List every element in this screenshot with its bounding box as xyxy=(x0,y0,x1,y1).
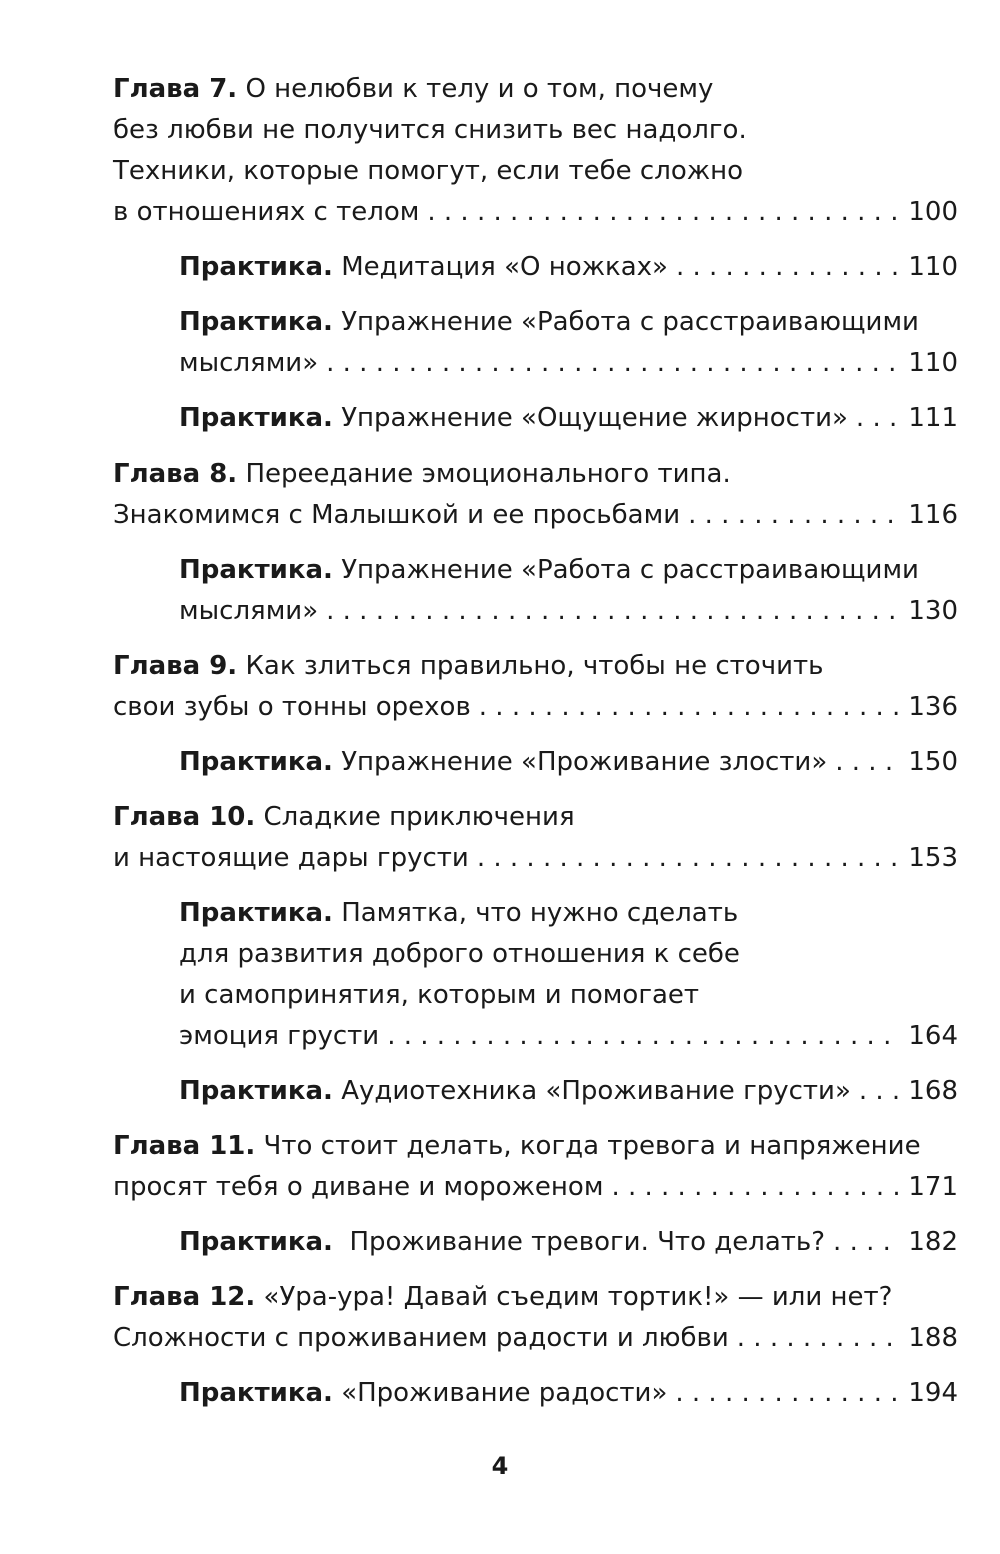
dot-leader xyxy=(859,1071,900,1111)
toc-practice-10a-line-3 xyxy=(179,975,958,1015)
toc-chapter-8-line-2 xyxy=(113,495,958,535)
practice-label: Практика. xyxy=(179,1378,333,1408)
toc-practice-10a-line-2 xyxy=(179,934,958,974)
toc-chapter-11-line-1 xyxy=(113,1126,958,1166)
toc-chapter-9-line-2 xyxy=(113,687,958,727)
chapter-title: Сладкие приключения xyxy=(263,802,575,832)
page-number: 4 xyxy=(491,1452,509,1480)
toc-practice-10a-line-1 xyxy=(179,893,958,933)
toc-page-number: 153 xyxy=(908,843,958,873)
chapter-title: и настоящие дары грусти xyxy=(113,843,469,873)
practice-title: «Проживание радости» xyxy=(341,1378,668,1408)
dot-leader xyxy=(326,343,900,383)
toc-page-number: 136 xyxy=(908,692,958,722)
toc-page-number: 111 xyxy=(908,403,958,433)
chapter-label: Глава 12. xyxy=(113,1282,256,1312)
practice-label: Практика. xyxy=(179,1076,333,1106)
practice-label: Практика. xyxy=(179,252,333,282)
dot-leader xyxy=(326,591,900,631)
chapter-title: свои зубы о тонны орехов xyxy=(113,692,471,722)
toc-page-number: 130 xyxy=(908,596,958,626)
chapter-title: в отношениях с телом xyxy=(113,197,420,227)
dot-leader xyxy=(479,687,901,727)
practice-title: мыслями» xyxy=(179,348,319,378)
toc-practice-7a xyxy=(179,247,958,287)
chapter-label: Глава 7. xyxy=(113,74,238,104)
toc-practice-7c xyxy=(179,398,958,438)
dot-leader xyxy=(835,742,900,782)
practice-label: Практика. xyxy=(179,747,333,777)
toc-practice-10b xyxy=(179,1071,958,1111)
toc-page-number: 110 xyxy=(908,252,958,282)
chapter-label: Глава 8. xyxy=(113,459,238,489)
practice-label: Практика. xyxy=(179,1227,333,1257)
toc-page-number: 116 xyxy=(908,500,958,530)
chapter-label: Глава 10. xyxy=(113,802,256,832)
practice-title: Проживание тревоги. Что делать? xyxy=(349,1227,826,1257)
chapter-title: «Ура-ура! Давай съедим тортик!» — или нет? xyxy=(263,1282,893,1312)
chapter-title: Переедание эмоционального типа. xyxy=(245,459,731,489)
practice-label: Практика. xyxy=(179,555,333,585)
practice-label: Практика. xyxy=(179,307,333,337)
practice-title: Упражнение «Работа с расстраивающими xyxy=(341,307,919,337)
practice-title: Упражнение «Ощущение жирности» xyxy=(341,403,848,433)
practice-title: Памятка, что нужно сделать xyxy=(341,898,739,928)
toc-chapter-7-line-3 xyxy=(113,151,958,191)
toc-chapter-11-line-2 xyxy=(113,1167,958,1207)
toc-page-number: 100 xyxy=(908,197,958,227)
chapter-label: Глава 9. xyxy=(113,651,238,681)
practice-title: эмоция грусти xyxy=(179,1021,380,1051)
dot-leader xyxy=(611,1167,900,1207)
toc-page-number: 194 xyxy=(908,1378,958,1408)
chapter-title: Сложности с проживанием радости и любви xyxy=(113,1323,729,1353)
toc-practice-7b-line-2 xyxy=(179,343,958,383)
dot-leader xyxy=(387,1016,900,1056)
dot-leader xyxy=(477,838,901,878)
dot-leader xyxy=(676,247,900,287)
toc-chapter-7-line-4 xyxy=(113,192,958,232)
dot-leader xyxy=(688,495,900,535)
practice-label: Практика. xyxy=(179,898,333,928)
chapter-title: Техники, которые помогут, если тебе сложно xyxy=(113,156,744,186)
practice-title: Аудиотехника «Проживание грусти» xyxy=(341,1076,851,1106)
toc-chapter-10-line-2 xyxy=(113,838,958,878)
toc-page-number: 110 xyxy=(908,348,958,378)
chapter-title: Знакомимся с Малышкой и ее просьбами xyxy=(113,500,681,530)
toc-page-number: 150 xyxy=(908,747,958,777)
dot-leader xyxy=(675,1373,900,1413)
chapter-title: Что стоит делать, когда тревога и напряжение xyxy=(263,1131,921,1161)
toc-practice-8a-line-2 xyxy=(179,591,958,631)
toc-practice-12a xyxy=(179,1373,958,1413)
chapter-title: без любви не получится снизить вес надолго. xyxy=(113,115,747,145)
toc-page-number: 188 xyxy=(908,1323,958,1353)
toc-chapter-7-line-2 xyxy=(113,110,958,150)
dot-leader xyxy=(856,398,900,438)
practice-title: и самопринятия, которым и помогает xyxy=(179,980,700,1010)
toc-practice-8a-line-1 xyxy=(179,550,958,590)
practice-title: Упражнение «Проживание злости» xyxy=(341,747,828,777)
chapter-title: Как злиться правильно, чтобы не сточить xyxy=(245,651,824,681)
chapter-title: О нелюбви к телу и о том, почему xyxy=(245,74,714,104)
dot-leader xyxy=(833,1222,900,1262)
toc-chapter-12-line-1 xyxy=(113,1277,958,1317)
toc-page-number: 182 xyxy=(908,1227,958,1257)
toc-chapter-10-line-1 xyxy=(113,797,958,837)
chapter-title: просят тебя о диване и мороженом xyxy=(113,1172,604,1202)
toc-chapter-12-line-2 xyxy=(113,1318,958,1358)
toc-chapter-8-line-1 xyxy=(113,454,958,494)
toc-chapter-7-line-1 xyxy=(113,69,958,109)
practice-label: Практика. xyxy=(179,403,333,433)
chapter-label: Глава 11. xyxy=(113,1131,256,1161)
toc-page-number: 171 xyxy=(908,1172,958,1202)
dot-leader xyxy=(737,1318,901,1358)
dot-leader xyxy=(427,192,900,232)
toc-chapter-9-line-1 xyxy=(113,646,958,686)
toc-practice-9a xyxy=(179,742,958,782)
practice-title: Упражнение «Работа с расстраивающими xyxy=(341,555,919,585)
toc-practice-7b-line-1 xyxy=(179,302,958,342)
toc-page-number: 168 xyxy=(908,1076,958,1106)
toc-practice-10a-line-4 xyxy=(179,1016,958,1056)
practice-title: мыслями» xyxy=(179,596,319,626)
toc-practice-11a xyxy=(179,1222,958,1262)
practice-title: для развития доброго отношения к себе xyxy=(179,939,740,969)
toc-page-number: 164 xyxy=(908,1021,958,1051)
practice-title: Медитация «О ножках» xyxy=(341,252,668,282)
